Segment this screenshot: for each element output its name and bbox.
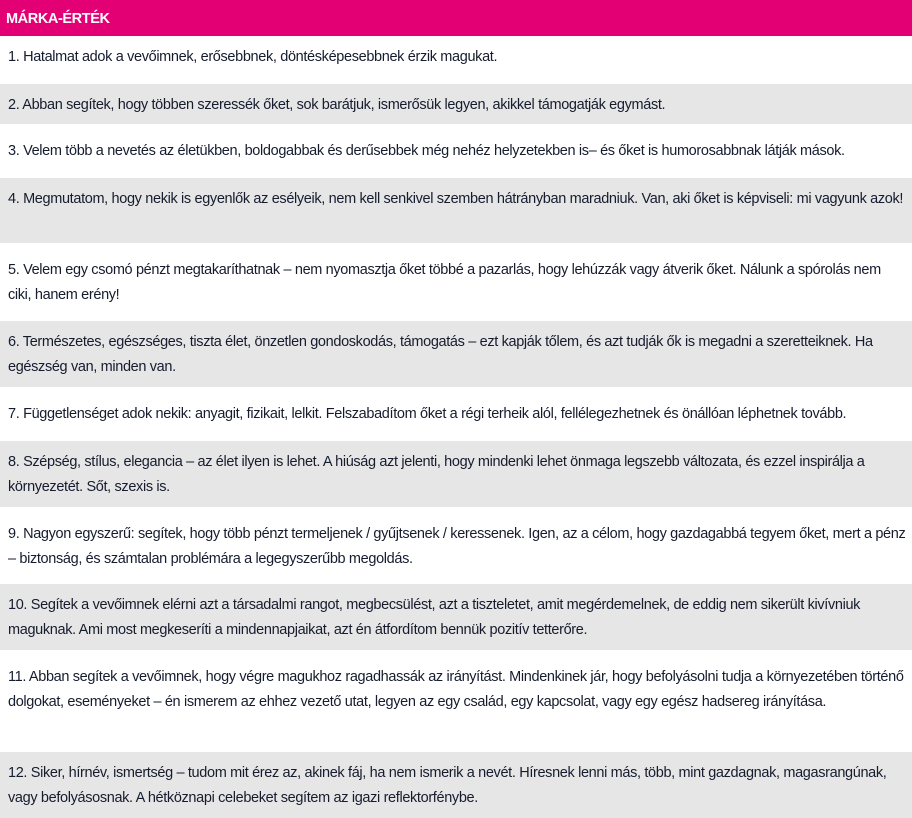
table-row: [0, 513, 912, 578]
table-row: [0, 584, 912, 650]
table-header: [0, 0, 912, 36]
row-text: 6. Természetes, egészséges, tiszta élet, önzetlen gondoskodás, támogatás – ezt kapják tőlem, és azt tudják ők is megadni a szeretteiknek. Ha egészség van, minden van.: [8, 334, 873, 375]
table-row: [0, 321, 912, 387]
row-text: 5. Velem egy csomó pénzt megtakaríthatnak – nem nyomasztja őket többé a pazarlás, hogy lehúzzák vagy átverik őket. Nálunk a spórolás nem ciki, hanem erény!: [8, 262, 881, 303]
row-text: 11. Abban segítek a vevőimnek, hogy végre magukhoz ragadhassák az irányítást. Mindenkinek jár, hogy befolyásolni tudja a környezetében történő dolgokat, eseményeket – én ismerem az ehhez vezető utat, legyen az egy család, egy kapcsolat, vagy egy egész hadsereg irányítása.: [8, 669, 904, 710]
table-row: [0, 441, 912, 507]
row-text: 3. Velem több a nevetés az életükben, boldogabbak és derűsebbek még nehéz helyzetekben is– és őket is humorosabbnak látják mások.: [8, 143, 845, 159]
header-title: MÁRKA-ÉRTÉK: [6, 11, 110, 27]
table-row: [0, 178, 912, 243]
row-text: 2. Abban segítek, hogy többen szeressék őket, sok barátjuk, ismerősük legyen, akikkel támogatják egymást.: [8, 97, 666, 113]
table-row: [0, 249, 912, 315]
row-text: 10. Segítek a vevőimnek elérni azt a társadalmi rangot, megbecsülést, azt a tiszteletet, amit megérdemelnek, de eddig nem sikerült kivívniuk maguknak. Ami most megkeseríti a mindennapjaikat, azt én átfordítom bennük pozitív tetterőre.: [8, 597, 861, 638]
table-row: [0, 752, 912, 818]
row-text: 1. Hatalmat adok a vevőimnek, erősebbnek, döntésképesebbnek érzik magukat.: [8, 49, 498, 65]
row-text: 8. Szépség, stílus, elegancia – az élet ilyen is lehet. A hiúság azt jelenti, hogy mindenki lehet önmaga legszebb változata, és ezzel inspirálja a környezetét. Sőt, szexis is.: [8, 454, 865, 495]
row-text: 9. Nagyon egyszerű: segítek, hogy több pénzt termeljenek / gyűjtsenek / keressenek. Igen, az a célom, hogy gazdagabbá tegyem őket, mert a pénz – biztonság, és számtalan problémára a legegyszerűbb megoldás.: [8, 526, 906, 567]
table-row: [0, 393, 912, 435]
table-row: [0, 84, 912, 124]
table-row: [0, 130, 912, 172]
row-text: 4. Megmutatom, hogy nekik is egyenlők az esélyeik, nem kell senkivel szemben hátrányban maradniuk. Van, aki őket is képviseli: mi vagyunk azok!: [8, 191, 904, 207]
table-row: [0, 656, 912, 746]
row-text: 12. Siker, hírnév, ismertség – tudom mit érez az, akinek fáj, ha nem ismerik a nevét. Híresnek lenni más, több, mint gazdagnak, magasrangúnak, vagy befolyásosnak. A hétköznapi celebeket segítem az igazi reflektorfénybe.: [8, 765, 887, 806]
row-text: 7. Függetlenséget adok nekik: anyagit, fizikait, lelkit. Felszabadítom őket a régi terheik alól, fellélegezhetnek és önállóan léphetnek tovább.: [8, 406, 847, 422]
table-row: [0, 36, 912, 78]
